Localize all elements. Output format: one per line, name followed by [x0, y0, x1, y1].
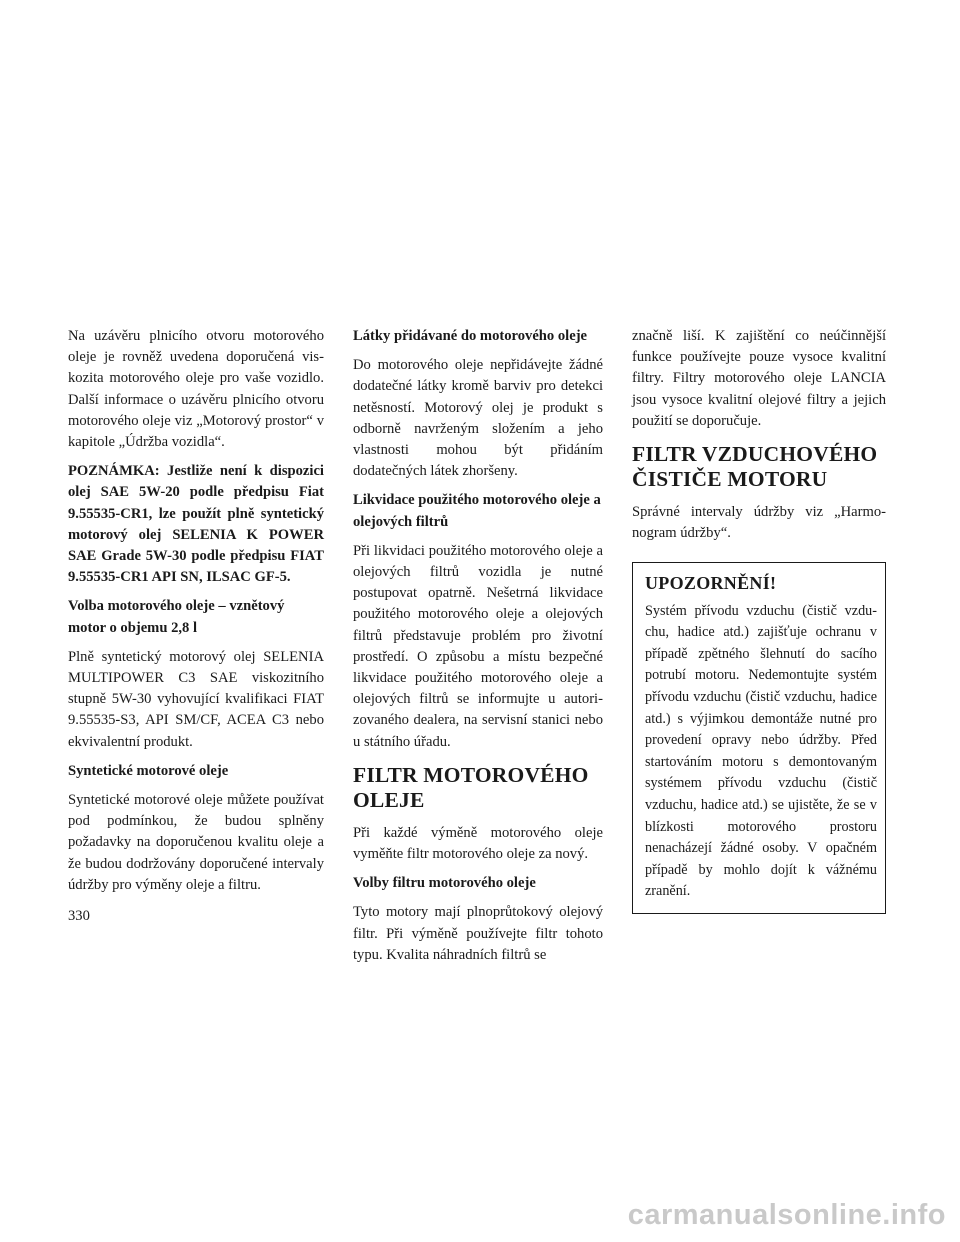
subheading-oil-disposal: Likvidace použitého motorového oleje a olejových filtrů	[353, 492, 601, 530]
paragraph-oil-additives: Do motorového oleje nepřidávejte žádné dodatečné látky kromě barviv pro detekci netěsností. Motorový olej je produkt s odborně navrženým složením a jeho vlastnosti mohou být přidáním dodatečných látek zhoršeny.	[353, 357, 603, 480]
warning-title: UPOZORNĚNÍ!	[645, 573, 777, 594]
column-left	[68, 326, 324, 904]
subheading-synthetic-oils: Syntetické motorové oleje	[68, 762, 229, 779]
heading-air-cleaner-filter: FILTR VZDUCHOVÉHO ČISTIČE MOTORU	[632, 442, 878, 492]
subheading-oil-additives: Látky přidávané do motorového oleje	[353, 328, 588, 344]
page-number: 330	[68, 908, 90, 924]
paragraph-oil-filter-selection: Tyto motory mají plnoprůtokový olejový filtr. Při výměně používejte filtr tohoto typu. Kvalita náhradních filtrů se	[353, 904, 603, 963]
paragraph-oil-cap: Na uzávěru plnicího otvoru motorového oleje je rovněž uvedena doporučená viskozita motorového oleje pro vaše vozidlo. Další informace o uzávěru plnicího otvoru motorového oleje viz „Motorový prostor“ v kapitole „Údržba vozidla“.	[68, 328, 324, 451]
paragraph-oil-disposal: Při likvidaci použitého motorového oleje a olejových filtrů vozidla je nutné postupovat opatrně. Nešetrná likvidace použitého motorového oleje a olejových filtrů představuje problém pro životní prostředí. O způsobu a místu bezpečné likvidace použitého motorového oleje a olejových filtrů se informujte u autorizovaného dealera, na servisní stanici nebo u státního úřadu.	[353, 542, 603, 750]
paragraph-oil-filter: Při každé výměně motorového oleje vyměňte filtr motorového oleje za nový.	[353, 824, 603, 863]
heading-oil-filter: FILTR MOTOROVÉHO OLEJE	[353, 762, 589, 812]
subheading-oil-filter-selection: Volby filtru motorového oleje	[353, 875, 536, 892]
watermark: carmanualsonline.info	[627, 1199, 946, 1231]
paragraph-maintenance-intervals: Správné intervaly údržby viz „Harmonogram údržby“.	[632, 504, 886, 542]
paragraph-synthetic-oils: Syntetické motorové oleje můžete používat pod podmínkou, že budou splněny požadavky na doporučenou kvalitu oleje a že budou dodržovány doporučené intervaly údržby pro výměny oleje a filtru.	[68, 792, 324, 893]
warning-text: Systém přívodu vzduchu (čistič vzduchu, hadice atd.) zajišťuje ochranu v případě zpětného šlehnutí do sacího potrubí motoru. Nedemontujte systém přívodu vzduchu (čistič vzduchu, hadice atd.) s výjimkou demontáže nutné pro provedení opravy nebo údržby. Před startováním motoru s demontovaným systémem přívodu vzduchu (čistič vzduchu, hadice atd.) se ujistěte, že se v blízkosti motorového prostoru nenacházejí žádné osoby. V opačném případě by mohlo dojít k vážnému zranění.	[645, 602, 877, 900]
paragraph-diesel-oil: Plně syntetický motorový olej SELENIA MULTIPOWER C3 SAE viskozitního stupně 5W-30 vyhovující kvalifikaci FIAT 9.55535-S3, API SM/CF, ACEA C3 nebo ekvivalentní produkt.	[68, 648, 324, 750]
column-right	[632, 326, 886, 914]
subheading-diesel-oil: Volba motorového oleje – vznětový motor o objemu 2,8 l	[68, 598, 285, 636]
paragraph-filter-quality: značně liší. K zajištění co neúčinnější funkce používejte pouze vysoce kvalitní filtry. Filtry motorového oleje LANCIA jsou vysoce kvalitní olejové filtry a jejich použití se doporučuje.	[632, 328, 886, 429]
warning-box	[632, 562, 886, 914]
column-middle	[353, 326, 603, 974]
note-paragraph: POZNÁMKA: Jestliže není k dispozici olej SAE 5W-20 podle předpisu Fiat 9.55535-CR1, lze použít plně syntetický motorový olej SELENIA K POWER SAE Grade 5W-30 podle předpisu FIAT 9.55535-CR1 API SN, ILSAC GF-5.	[68, 463, 324, 586]
